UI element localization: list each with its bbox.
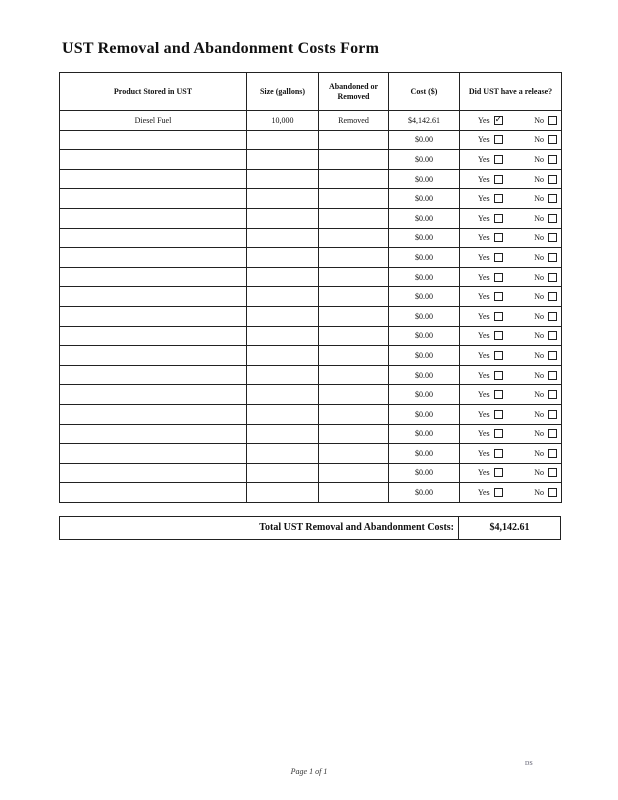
release-cell bbox=[460, 287, 562, 307]
cost-cell: $0.00 bbox=[389, 248, 460, 268]
header-cost: Cost ($) bbox=[389, 73, 460, 111]
size-cell[interactable] bbox=[247, 385, 319, 405]
status-cell[interactable] bbox=[319, 130, 389, 150]
cost-cell: $0.00 bbox=[389, 346, 460, 366]
product-cell[interactable] bbox=[60, 365, 247, 385]
no-label: No bbox=[534, 135, 544, 145]
cost-cell: $4,142.61 bbox=[389, 111, 460, 131]
release-cell bbox=[460, 444, 562, 464]
size-cell[interactable] bbox=[247, 365, 319, 385]
no-label: No bbox=[534, 154, 544, 164]
product-cell[interactable] bbox=[60, 483, 247, 503]
release-cell bbox=[460, 111, 562, 131]
table-row bbox=[60, 463, 562, 483]
yes-checkbox[interactable] bbox=[494, 429, 503, 438]
yes-label: Yes bbox=[478, 311, 490, 321]
table-row bbox=[60, 424, 562, 444]
no-label: No bbox=[534, 311, 544, 321]
yes-checkbox[interactable] bbox=[494, 468, 503, 477]
cost-cell: $0.00 bbox=[389, 404, 460, 424]
status-cell[interactable] bbox=[319, 150, 389, 170]
total-row bbox=[59, 516, 561, 540]
table-row bbox=[60, 385, 562, 405]
cost-cell: $0.00 bbox=[389, 326, 460, 346]
status-cell[interactable] bbox=[319, 228, 389, 248]
page-number: Page 1 of 1 bbox=[290, 767, 328, 776]
status-cell[interactable] bbox=[319, 287, 389, 307]
release-cell bbox=[460, 189, 562, 209]
table-row bbox=[60, 326, 562, 346]
yes-label: Yes bbox=[478, 213, 490, 223]
release-cell bbox=[460, 385, 562, 405]
table-row bbox=[60, 444, 562, 464]
table-row bbox=[60, 306, 562, 326]
table-row bbox=[60, 208, 562, 228]
no-checkbox[interactable] bbox=[548, 351, 557, 360]
yes-checkbox[interactable] bbox=[494, 233, 503, 242]
no-label: No bbox=[534, 233, 544, 243]
status-cell[interactable] bbox=[319, 208, 389, 228]
status-cell[interactable] bbox=[319, 385, 389, 405]
cost-cell: $0.00 bbox=[389, 150, 460, 170]
cost-cell: $0.00 bbox=[389, 463, 460, 483]
yes-label: Yes bbox=[478, 135, 490, 145]
corner-mark: DS bbox=[525, 761, 533, 767]
table-row bbox=[60, 150, 562, 170]
no-checkbox[interactable] bbox=[548, 273, 557, 282]
table-row bbox=[60, 346, 562, 366]
yes-label: Yes bbox=[478, 154, 490, 164]
no-checkbox[interactable] bbox=[548, 390, 557, 399]
yes-checkbox[interactable] bbox=[494, 351, 503, 360]
release-cell bbox=[460, 424, 562, 444]
table-row bbox=[60, 267, 562, 287]
header-size: Size (gallons) bbox=[247, 73, 319, 111]
cost-cell: $0.00 bbox=[389, 130, 460, 150]
yes-checkbox[interactable] bbox=[494, 292, 503, 301]
release-cell bbox=[460, 365, 562, 385]
no-checkbox[interactable] bbox=[548, 155, 557, 164]
no-label: No bbox=[534, 252, 544, 262]
status-cell[interactable] bbox=[319, 424, 389, 444]
yes-label: Yes bbox=[478, 252, 490, 262]
product-cell[interactable] bbox=[60, 306, 247, 326]
yes-label: Yes bbox=[478, 350, 490, 360]
product-cell[interactable] bbox=[60, 130, 247, 150]
release-cell bbox=[460, 306, 562, 326]
no-label: No bbox=[534, 350, 544, 360]
release-cell bbox=[460, 404, 562, 424]
no-label: No bbox=[534, 292, 544, 302]
table-row bbox=[60, 483, 562, 503]
status-cell[interactable] bbox=[319, 189, 389, 209]
product-cell[interactable] bbox=[60, 208, 247, 228]
cost-cell: $0.00 bbox=[389, 424, 460, 444]
size-cell[interactable]: 10,000 bbox=[247, 111, 319, 131]
yes-checkbox[interactable] bbox=[494, 253, 503, 262]
no-label: No bbox=[534, 213, 544, 223]
product-cell[interactable] bbox=[60, 150, 247, 170]
table-row bbox=[60, 169, 562, 189]
no-label: No bbox=[534, 370, 544, 380]
product-cell[interactable] bbox=[60, 189, 247, 209]
no-checkbox[interactable] bbox=[548, 135, 557, 144]
yes-checkbox[interactable] bbox=[494, 371, 503, 380]
ust-costs-table bbox=[59, 72, 562, 503]
table-row bbox=[60, 228, 562, 248]
header-release: Did UST have a release? bbox=[460, 73, 562, 111]
cost-cell: $0.00 bbox=[389, 483, 460, 503]
cost-cell: $0.00 bbox=[389, 169, 460, 189]
yes-label: Yes bbox=[478, 448, 490, 458]
yes-label: Yes bbox=[478, 468, 490, 478]
table-row bbox=[60, 189, 562, 209]
status-cell[interactable] bbox=[319, 267, 389, 287]
size-cell[interactable] bbox=[247, 189, 319, 209]
no-checkbox[interactable] bbox=[548, 371, 557, 380]
yes-label: Yes bbox=[478, 429, 490, 439]
no-checkbox[interactable] bbox=[548, 175, 557, 184]
release-cell bbox=[460, 169, 562, 189]
table-row bbox=[60, 111, 562, 131]
yes-label: Yes bbox=[478, 409, 490, 419]
size-cell[interactable] bbox=[247, 483, 319, 503]
table-body bbox=[60, 111, 562, 503]
no-checkbox[interactable] bbox=[548, 449, 557, 458]
size-cell[interactable] bbox=[247, 463, 319, 483]
size-cell[interactable] bbox=[247, 267, 319, 287]
header-product: Product Stored in UST bbox=[60, 73, 247, 111]
release-cell bbox=[460, 463, 562, 483]
cost-cell: $0.00 bbox=[389, 189, 460, 209]
release-cell bbox=[460, 326, 562, 346]
cost-cell: $0.00 bbox=[389, 365, 460, 385]
table-row bbox=[60, 365, 562, 385]
yes-checkbox[interactable] bbox=[494, 410, 503, 419]
total-label: Total UST Removal and Abandonment Costs: bbox=[253, 517, 459, 539]
product-cell[interactable] bbox=[60, 326, 247, 346]
size-cell[interactable] bbox=[247, 169, 319, 189]
yes-checkbox[interactable] bbox=[494, 214, 503, 223]
size-cell[interactable] bbox=[247, 248, 319, 268]
cost-cell: $0.00 bbox=[389, 267, 460, 287]
yes-checkbox[interactable] bbox=[494, 312, 503, 321]
release-cell bbox=[460, 483, 562, 503]
no-checkbox[interactable] bbox=[548, 214, 557, 223]
yes-label: Yes bbox=[478, 115, 490, 125]
no-label: No bbox=[534, 468, 544, 478]
no-label: No bbox=[534, 174, 544, 184]
product-cell[interactable] bbox=[60, 248, 247, 268]
status-cell[interactable] bbox=[319, 365, 389, 385]
yes-label: Yes bbox=[478, 292, 490, 302]
no-checkbox[interactable] bbox=[548, 429, 557, 438]
size-cell[interactable] bbox=[247, 444, 319, 464]
no-label: No bbox=[534, 331, 544, 341]
status-cell[interactable] bbox=[319, 169, 389, 189]
no-checkbox[interactable] bbox=[548, 331, 557, 340]
product-cell[interactable] bbox=[60, 404, 247, 424]
product-cell[interactable] bbox=[60, 424, 247, 444]
no-label: No bbox=[534, 409, 544, 419]
product-cell[interactable] bbox=[60, 444, 247, 464]
no-label: No bbox=[534, 272, 544, 282]
cost-cell: $0.00 bbox=[389, 208, 460, 228]
cost-cell: $0.00 bbox=[389, 228, 460, 248]
product-cell[interactable] bbox=[60, 385, 247, 405]
size-cell[interactable] bbox=[247, 287, 319, 307]
yes-checkbox[interactable] bbox=[494, 331, 503, 340]
no-label: No bbox=[534, 429, 544, 439]
no-checkbox[interactable] bbox=[548, 488, 557, 497]
status-cell[interactable]: Removed bbox=[319, 111, 389, 131]
product-cell[interactable] bbox=[60, 267, 247, 287]
status-cell[interactable] bbox=[319, 444, 389, 464]
status-cell[interactable] bbox=[319, 404, 389, 424]
no-label: No bbox=[534, 115, 544, 125]
cost-cell: $0.00 bbox=[389, 385, 460, 405]
form-title: UST Removal and Abandonment Costs Form bbox=[62, 40, 380, 57]
no-checkbox[interactable] bbox=[548, 194, 557, 203]
yes-checkbox[interactable] bbox=[494, 175, 503, 184]
status-cell[interactable] bbox=[319, 483, 389, 503]
no-checkbox[interactable] bbox=[548, 233, 557, 242]
no-label: No bbox=[534, 488, 544, 498]
cost-cell: $0.00 bbox=[389, 287, 460, 307]
yes-checkbox[interactable] bbox=[494, 390, 503, 399]
size-cell[interactable] bbox=[247, 130, 319, 150]
no-checkbox[interactable] bbox=[548, 253, 557, 262]
product-cell[interactable] bbox=[60, 463, 247, 483]
no-checkbox[interactable] bbox=[548, 312, 557, 321]
status-cell[interactable] bbox=[319, 306, 389, 326]
yes-label: Yes bbox=[478, 488, 490, 498]
product-cell[interactable]: Diesel Fuel bbox=[60, 111, 247, 131]
yes-label: Yes bbox=[478, 390, 490, 400]
table-row bbox=[60, 404, 562, 424]
release-cell bbox=[460, 208, 562, 228]
release-cell bbox=[460, 228, 562, 248]
size-cell[interactable] bbox=[247, 404, 319, 424]
yes-label: Yes bbox=[478, 272, 490, 282]
yes-checkbox[interactable] bbox=[494, 116, 503, 125]
total-amount: $4,142.61 bbox=[489, 522, 530, 533]
no-checkbox[interactable] bbox=[548, 468, 557, 477]
yes-label: Yes bbox=[478, 174, 490, 184]
no-label: No bbox=[534, 448, 544, 458]
size-cell[interactable] bbox=[247, 326, 319, 346]
yes-label: Yes bbox=[478, 331, 490, 341]
size-cell[interactable] bbox=[247, 150, 319, 170]
release-cell bbox=[460, 346, 562, 366]
status-cell[interactable] bbox=[319, 326, 389, 346]
status-cell[interactable] bbox=[319, 248, 389, 268]
status-cell[interactable] bbox=[319, 346, 389, 366]
table-row bbox=[60, 287, 562, 307]
no-label: No bbox=[534, 194, 544, 204]
yes-label: Yes bbox=[478, 370, 490, 380]
size-cell[interactable] bbox=[247, 346, 319, 366]
yes-checkbox[interactable] bbox=[494, 155, 503, 164]
size-cell[interactable] bbox=[247, 228, 319, 248]
status-cell[interactable] bbox=[319, 463, 389, 483]
yes-checkbox[interactable] bbox=[494, 449, 503, 458]
no-checkbox[interactable] bbox=[548, 116, 557, 125]
cost-cell: $0.00 bbox=[389, 306, 460, 326]
no-label: No bbox=[534, 390, 544, 400]
yes-label: Yes bbox=[478, 194, 490, 204]
size-cell[interactable] bbox=[247, 306, 319, 326]
yes-label: Yes bbox=[478, 233, 490, 243]
release-cell bbox=[460, 150, 562, 170]
cost-cell: $0.00 bbox=[389, 444, 460, 464]
table-row bbox=[60, 248, 562, 268]
table-header-row bbox=[60, 73, 562, 111]
size-cell[interactable] bbox=[247, 208, 319, 228]
no-checkbox[interactable] bbox=[548, 292, 557, 301]
product-cell[interactable] bbox=[60, 346, 247, 366]
header-status: Abandoned or Removed bbox=[319, 73, 389, 111]
table-row bbox=[60, 130, 562, 150]
product-cell[interactable] bbox=[60, 169, 247, 189]
product-cell[interactable] bbox=[60, 287, 247, 307]
release-cell bbox=[460, 130, 562, 150]
size-cell[interactable] bbox=[247, 424, 319, 444]
yes-checkbox[interactable] bbox=[494, 488, 503, 497]
yes-checkbox[interactable] bbox=[494, 135, 503, 144]
release-cell bbox=[460, 267, 562, 287]
yes-checkbox[interactable] bbox=[494, 194, 503, 203]
release-cell bbox=[460, 248, 562, 268]
yes-checkbox[interactable] bbox=[494, 273, 503, 282]
no-checkbox[interactable] bbox=[548, 410, 557, 419]
product-cell[interactable] bbox=[60, 228, 247, 248]
